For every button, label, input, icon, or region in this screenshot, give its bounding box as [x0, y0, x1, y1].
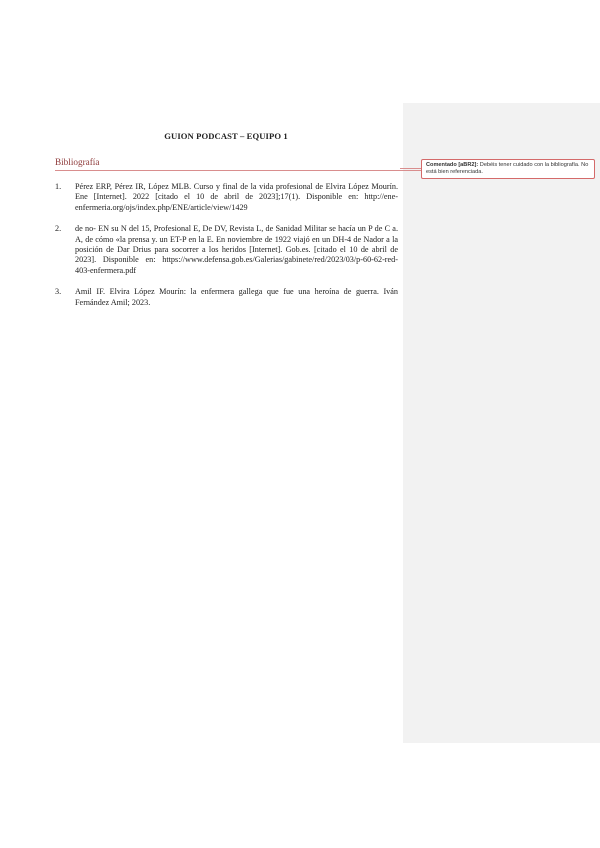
reference-number: 1.: [55, 182, 62, 191]
bibliography-heading[interactable]: Bibliografía: [55, 157, 100, 167]
reference-item: [55, 182, 398, 213]
reference-item: [55, 224, 398, 276]
comment-anchor-line: [55, 170, 423, 171]
reference-item: [55, 287, 398, 308]
reference-number: 2.: [55, 224, 62, 234]
reference-number: 3.: [55, 287, 62, 297]
comment-author: Comentado [aBR2]:: [426, 162, 479, 168]
comment-balloon[interactable]: [421, 159, 595, 179]
reference-text: de no- EN su N del 15, Profesional E, De DV, Revista L, de Sanidad Militar se hacía un P de C a. A, de cómo «la prensa y. un ET-P en la E. En noviembre de 1922 viajó en un DH-4 de Nador a la posición de Dar Drius para socorrer a los heridos [Internet]. Gob.es. [citado el 10 de abril de 2023]. Disponible en: https://www.defensa.gob.es/Galerias/gabinete/red/2023/03/p-60-62-red-403-enfermera.pdf: [75, 224, 398, 275]
document-title: GUION PODCAST – EQUIPO 1: [164, 131, 288, 141]
reference-text: Pérez ERP, Pérez IR, López MLB. Curso y final de la vida profesional de Elvira López Mourín. Ene [Internet]. 2022 [citado el 10 de abril de 2023];17(1). Disponible en: http://ene-enfermeria.org/ojs/index.php/ENE/article/view/1429: [75, 182, 398, 212]
comment-text: Debéis tener cuidado con la bibliografía. No está bien referenciada.: [426, 162, 589, 175]
comment-connector-line: [400, 168, 422, 169]
reference-text: Amil IF. Elvira López Mourín: la enfermera gallega que fue una heroína de guerra. Iván Fernández Amil; 2023.: [75, 287, 398, 307]
reference-list: [55, 182, 398, 319]
comment-markup-pane: [403, 103, 600, 743]
